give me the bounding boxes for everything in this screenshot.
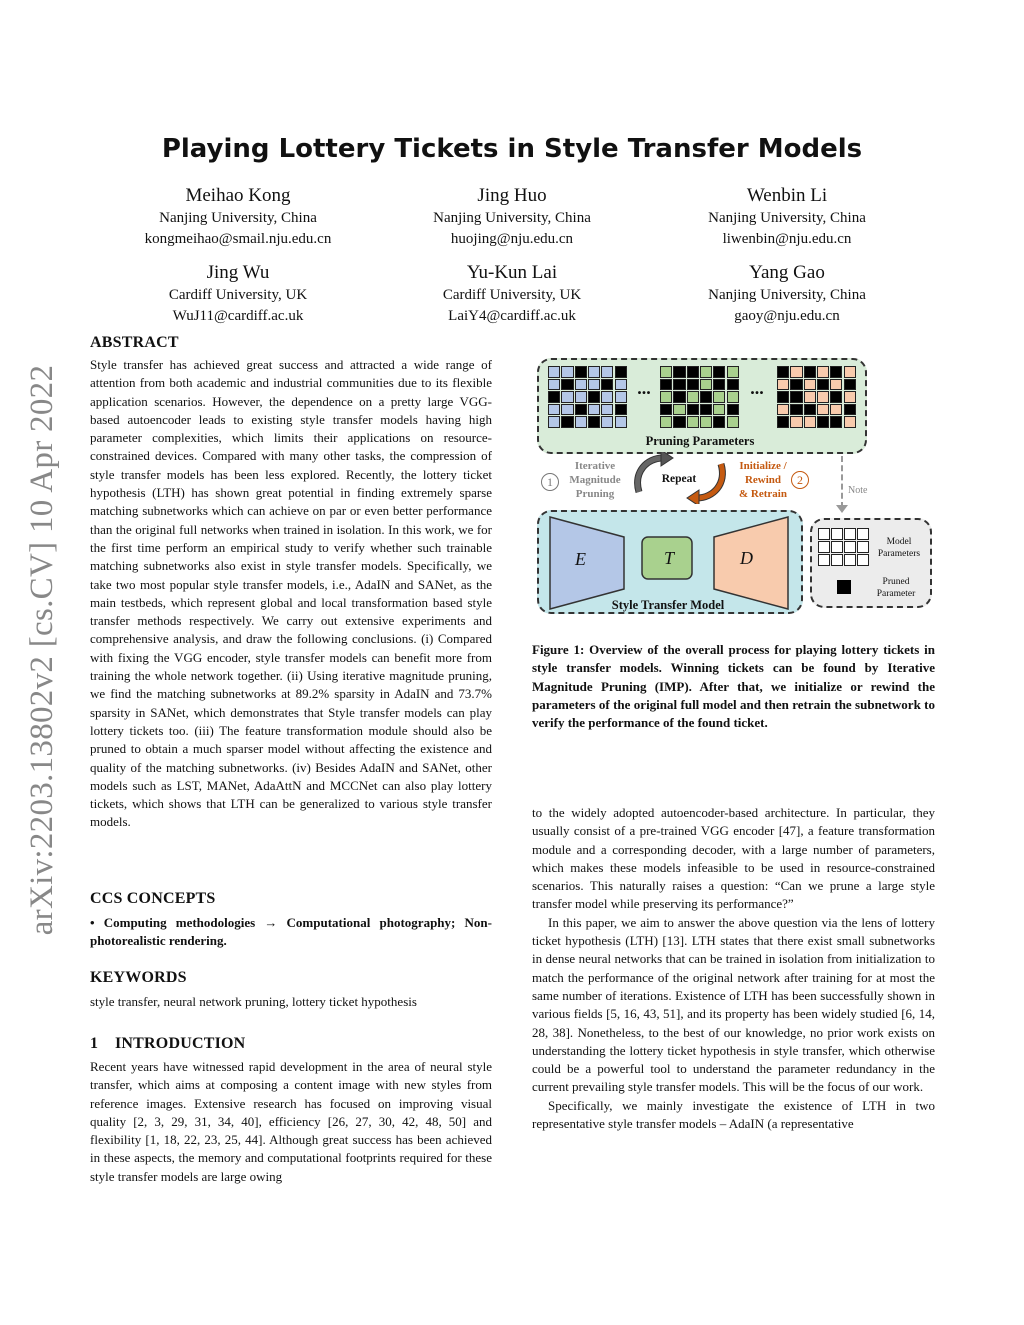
- weight-cell: [700, 416, 712, 428]
- model-parameters-text-1: Model: [886, 537, 912, 547]
- weight-cell: [601, 379, 613, 391]
- weight-cell: [713, 391, 725, 403]
- introduction-text-right: [532, 804, 935, 1133]
- iterative-label: Iterative: [574, 460, 616, 472]
- weight-cell: [615, 391, 627, 403]
- weight-cell: [575, 391, 587, 403]
- keywords-section: [90, 969, 492, 1011]
- weight-cell: [601, 416, 613, 428]
- weight-cell: [673, 391, 685, 403]
- pruned-parameter-label: [864, 576, 928, 600]
- note-label: Note: [848, 485, 868, 496]
- abstract-section: [90, 334, 492, 832]
- weight-cell: [817, 416, 829, 428]
- weight-cell: [818, 528, 830, 540]
- weight-cell: [790, 404, 802, 416]
- abstract-heading: ABSTRACT: [90, 334, 179, 351]
- weight-cell: [777, 366, 789, 378]
- weight-cell: [817, 391, 829, 403]
- decoder-label: D: [740, 548, 753, 568]
- weight-cell: [601, 391, 613, 403]
- weight-cell: [830, 366, 842, 378]
- author-affiliation: Nanjing University, China: [433, 210, 591, 226]
- weight-cell: [687, 404, 699, 416]
- introduction-text-left: Recent years have witnessed rapid development in the area of neural style transfer, which aims at composing a content image with new styles from reference images. Extensive research has focused on improving visual quality [2, 3, 29, 31, 34, 40], efficiency [26, 27, 30, 42, 48, 50] and flexibility [1, 18, 22, 23, 25, 44]. Although great success has been achieved in these aspects, the memory and computational footprints required for these style transfer models are large owing: [90, 1059, 492, 1184]
- weight-cell: [548, 366, 560, 378]
- weight-cell: [713, 366, 725, 378]
- weight-cell: [830, 379, 842, 391]
- weight-cell: [673, 366, 685, 378]
- intro-paragraph: Specifically, we mainly investigate the existence of LTH in two representative style transfer models – AdaIN (a representative: [532, 1097, 935, 1132]
- author-email: liwenbin@nju.edu.cn: [722, 231, 852, 247]
- weight-cell: [700, 391, 712, 403]
- weight-cell: [660, 366, 672, 378]
- weight-cell: [687, 366, 699, 378]
- weight-cell: [588, 391, 600, 403]
- weight-cell: [804, 404, 816, 416]
- weight-cell: [727, 366, 739, 378]
- weight-cell: [844, 554, 856, 566]
- ccs-heading: CCS CONCEPTS: [90, 890, 216, 907]
- weight-cell: [615, 379, 627, 391]
- weight-cell: [830, 404, 842, 416]
- model-parameters-grid: [818, 528, 870, 567]
- weight-cell: [575, 416, 587, 428]
- weight-cell: [575, 379, 587, 391]
- weight-grid-green: [660, 366, 740, 429]
- pruned-parameter-text-2: Parameter: [876, 589, 916, 599]
- introduction-section: [90, 1035, 492, 1186]
- weight-cell: [687, 391, 699, 403]
- author-affiliation: Cardiff University, UK: [442, 287, 582, 303]
- author-block: [652, 184, 922, 250]
- weight-cell: [561, 416, 573, 428]
- author-block: [377, 184, 647, 250]
- author-affiliation: Nanjing University, China: [159, 210, 317, 226]
- weight-cell: [804, 416, 816, 428]
- keywords-heading: KEYWORDS: [90, 969, 187, 986]
- ellipsis: ...: [750, 378, 764, 398]
- pruning-parameters-label: Pruning Parameters: [645, 434, 755, 448]
- weight-cell: [687, 416, 699, 428]
- weight-cell: [660, 416, 672, 428]
- weight-cell: [831, 541, 843, 553]
- weight-cell: [831, 554, 843, 566]
- weight-cell: [601, 366, 613, 378]
- pruning-label: Pruning: [575, 488, 615, 500]
- weight-cell: [844, 404, 856, 416]
- weight-cell: [548, 404, 560, 416]
- rewind-label: Rewind: [744, 474, 782, 486]
- weight-cell: [777, 379, 789, 391]
- weight-cell: [561, 379, 573, 391]
- author-email: huojing@nju.edu.cn: [450, 231, 574, 247]
- pruned-parameter-text-1: Pruned: [882, 577, 910, 587]
- weight-cell: [857, 541, 869, 553]
- intro-paragraph: In this paper, we aim to answer the above question via the lens of lottery ticket hypothesis (LTH) [13]. LTH states that there exist small subnetworks in dense neural networks that can be trained in isolation from initialization to match the performance of the original network after training for at most the same number of iterations. Existence of LTH has been successfully shown in various fields [5, 16, 43, 51], and its property has been widely studied [6, 14, 28, 38]. Nonetheless, to the best of our knowledge, no prior work exists on understanding the lottery ticket hypothesis in style transfer, which otherwise could be a powerful tool to understand the parameter redundancy in the current prevailing style transfer models. This will be the focus of our work.: [532, 914, 935, 1095]
- weight-cell: [790, 416, 802, 428]
- weight-cell: [804, 379, 816, 391]
- weight-cell: [817, 379, 829, 391]
- author-affiliation: Nanjing University, China: [708, 287, 866, 303]
- weight-cell: [588, 416, 600, 428]
- weight-cell: [700, 404, 712, 416]
- weight-cell: [844, 379, 856, 391]
- weight-cell: [817, 404, 829, 416]
- weight-cell: [548, 379, 560, 391]
- weight-grid-blue: [548, 366, 628, 429]
- weight-cell: [713, 379, 725, 391]
- weight-grid-orange: [777, 366, 857, 429]
- ellipsis: ...: [637, 378, 651, 398]
- weight-cell: [660, 379, 672, 391]
- author-name: Jing Huo: [477, 185, 547, 206]
- encoder-label: E: [575, 549, 586, 569]
- figure-1: [530, 352, 940, 622]
- weight-cell: [727, 416, 739, 428]
- initialize-label: Initialize /: [739, 460, 787, 472]
- weight-cell: [817, 366, 829, 378]
- weight-cell: [687, 379, 699, 391]
- author-email: gaoy@nju.edu.cn: [734, 308, 840, 324]
- weight-cell: [830, 391, 842, 403]
- weight-cell: [660, 404, 672, 416]
- weight-cell: [548, 416, 560, 428]
- author-block: [103, 184, 373, 250]
- weight-cell: [673, 416, 685, 428]
- ccs-text: • Computing methodologies → Computational photography; Non-photorealistic rendering.: [90, 915, 492, 949]
- magnitude-label: Magnitude: [569, 474, 621, 486]
- weight-cell: [615, 366, 627, 378]
- author-email: kongmeihao@smail.nju.edu.cn: [144, 231, 332, 247]
- weight-cell: [818, 541, 830, 553]
- intro-paragraph: to the widely adopted autoencoder-based architecture. In particular, they usually consist of a pre-trained VGG encoder [47], a feature transformation module and a corresponding decoder, with a large number of parameters, which makes these models infeasible to be used in resource-constrained scenarios. This naturally raises a question: “Can we prune a large style transfer model while preserving its performance?”: [532, 805, 935, 912]
- author-email: WuJ11@cardiff.ac.uk: [172, 308, 304, 324]
- weight-cell: [700, 379, 712, 391]
- author-block: [377, 261, 647, 327]
- weight-cell: [615, 404, 627, 416]
- weight-cell: [601, 404, 613, 416]
- weight-cell: [727, 391, 739, 403]
- introduction-heading: 1 INTRODUCTION: [90, 1035, 246, 1052]
- weight-cell: [777, 404, 789, 416]
- weight-cell: [561, 366, 573, 378]
- transformer-label: T: [664, 548, 675, 568]
- weight-cell: [548, 391, 560, 403]
- weight-cell: [700, 366, 712, 378]
- weight-cell: [575, 366, 587, 378]
- weight-cell: [830, 416, 842, 428]
- weight-cell: [575, 404, 587, 416]
- weight-cell: [790, 379, 802, 391]
- weight-cell: [660, 391, 672, 403]
- style-transfer-model-label: Style Transfer Model: [611, 598, 725, 612]
- weight-cell: [857, 528, 869, 540]
- model-parameters-text-2: Parameters: [877, 549, 921, 559]
- weight-cell: [777, 391, 789, 403]
- weight-cell: [831, 528, 843, 540]
- weight-cell: [804, 391, 816, 403]
- weight-cell: [561, 404, 573, 416]
- weight-cell: [561, 391, 573, 403]
- weight-cell: [844, 528, 856, 540]
- weight-cell: [713, 416, 725, 428]
- pruned-parameter-swatch: [837, 580, 851, 594]
- weight-cell: [844, 541, 856, 553]
- weight-cell: [588, 366, 600, 378]
- author-email: LaiY4@cardiff.ac.uk: [448, 308, 576, 324]
- arxiv-identifier: arXiv:2203.13802v2 [cs.CV] 10 Apr 2022: [24, 364, 60, 936]
- weight-cell: [673, 404, 685, 416]
- note-dashed-line: [841, 456, 843, 508]
- weight-cell: [588, 404, 600, 416]
- weight-cell: [727, 379, 739, 391]
- weight-cell: [844, 416, 856, 428]
- weight-cell: [790, 391, 802, 403]
- weight-cell: [790, 366, 802, 378]
- author-block: [652, 261, 922, 327]
- step-number-2: 2: [791, 471, 809, 489]
- author-name: Yang Gao: [749, 262, 825, 283]
- weight-cell: [713, 404, 725, 416]
- author-name: Yu-Kun Lai: [466, 262, 558, 283]
- weight-cell: [857, 554, 869, 566]
- step-number-1: 1: [541, 473, 559, 491]
- model-parameters-label: [870, 536, 928, 560]
- weight-cell: [777, 416, 789, 428]
- author-name: Wenbin Li: [746, 185, 828, 206]
- figure-caption: Figure 1: Overview of the overall process for playing lottery tickets in style transfer models. Winning tickets can be found by Iterative Magnitude Pruning (IMP). After that, we initialize or rewind the parameters of the original full model and then retrain the subnetwork to verify the performance of the found ticket.: [532, 642, 935, 731]
- weight-cell: [818, 554, 830, 566]
- rewind-retrain-label: [728, 459, 798, 501]
- weight-cell: [673, 379, 685, 391]
- weight-cell: [588, 379, 600, 391]
- retrain-label: & Retrain: [739, 488, 787, 500]
- weight-cell: [844, 391, 856, 403]
- abstract-text: Style transfer has achieved great success and attracted a wide range of attention from both academic and industrial communities due to its flexible application scenarios. However, the dependence on a pretty large VGG-based autoencoder leads to existing style transfer models having high parameter complexities, which limits their applications on resource-constrained devices. Compared with many other tasks, the compression of style transfer models has been less explored. Recently, the lottery ticket hypothesis (LTH) has shown great potential in finding extremely sparse matching subnetworks which can achieve on par or even better performance than the original full networks when trained in isolation. In this work, we for the first time perform an empirical study to verify whether such trainable matching subnetworks also exist in style transfer models. Specifically, we take two most popular style transfer models, i.e., AdaIN and SANet, as the main testbeds, which represent global and local transformation based style transfer methods respectively. We carry out extensive experiments and comprehensive analysis, and draw the following conclusions. (i) Compared with fixing the VGG encoder, style transfer models can benefit more from training the whole network together. (ii) Using iterative magnitude pruning, we find the matching subnetworks at 89.2% sparsity in AdaIN and 73.7% sparsity in SANet, which demonstrates that Style transfer models can play lottery tickets too. (iii) The feature transformation module should also be pruned to obtain a much sparser model without affecting the existence and quality of the matching subnetworks. (iv) Besides AdaIN and SANet, other models such as LST, MANet, AdaAttN and MCCNet can also play lottery tickets, which shows that LTH can be generalized to various style transfer models.: [90, 357, 492, 830]
- weight-cell: [844, 366, 856, 378]
- iterative-magnitude-pruning-label: [560, 459, 630, 501]
- author-affiliation: Nanjing University, China: [708, 210, 866, 226]
- author-affiliation: Cardiff University, UK: [168, 287, 308, 303]
- note-arrow-icon: [835, 504, 849, 514]
- paper-title: Playing Lottery Tickets in Style Transfer Models: [161, 134, 863, 164]
- ccs-section: [90, 890, 492, 951]
- weight-cell: [727, 404, 739, 416]
- author-name: Meihao Kong: [185, 185, 291, 206]
- author-name: Jing Wu: [206, 262, 270, 283]
- repeat-label: Repeat: [661, 473, 697, 485]
- weight-cell: [615, 416, 627, 428]
- weight-cell: [804, 366, 816, 378]
- author-block: [103, 261, 373, 327]
- keywords-text: style transfer, neural network pruning, lottery ticket hypothesis: [90, 994, 417, 1009]
